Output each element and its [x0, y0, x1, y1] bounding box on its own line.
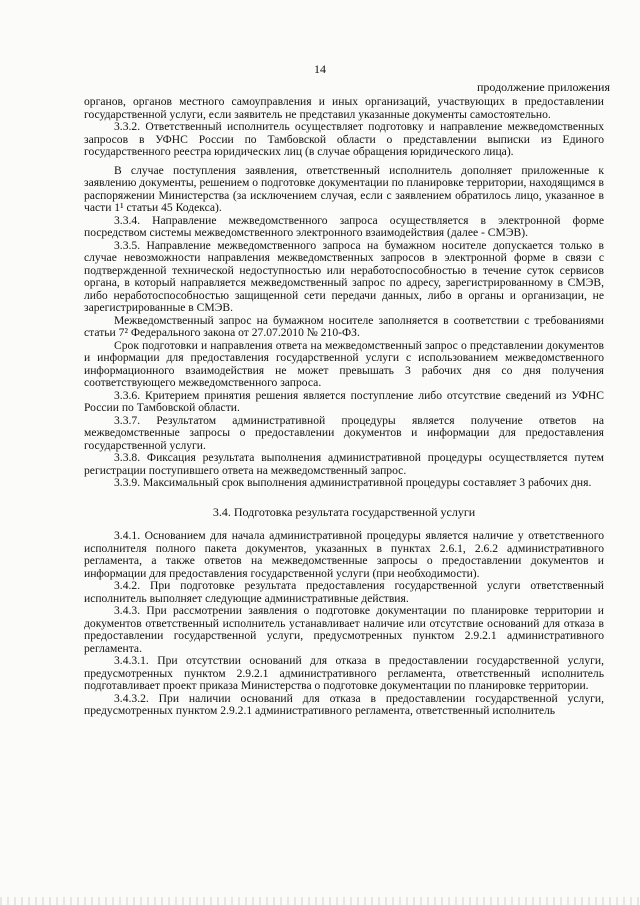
paragraph-application-received: В случае поступления заявления, ответственный исполнитель дополняет приложенные к заявлению документы, решением о подготовке документации по планировке территории, находящимся в распоряжении Министерства (за исключением случая, если с заявлением обратилось лицо, указанное в части 1¹ статьи 45 Кодекса). — [84, 163, 604, 214]
paragraph-paper-request: Межведомственный запрос на бумажном носителе заполняется в соответствии с требованиями статьи 7² Федерального закона от 27.07.2010 № 210-ФЗ. — [84, 313, 604, 339]
continuation-label: продолжение приложения — [477, 80, 610, 94]
paragraph-3-3-7: 3.3.7. Результатом административной процедуры является получение ответов на межведомственные запросы о предоставлении документов и информации для предоставления государственной услуги. — [84, 413, 604, 452]
paragraph-3-4-3-1: 3.4.3.1. При отсутствии оснований для отказа в предоставлении государственной услуги, предусмотренных пунктом 2.9.2.1 административного регламента, ответственный исполнитель подготавливает проект приказа Министерства о подготовке документации по планировке территории. — [84, 654, 604, 692]
paragraph-continued: органов, органов местного самоуправления и иных организаций, участвующих в предоставлении государственной услуги, если заявитель не представил указанные документы самостоятельно. — [84, 95, 604, 121]
paragraph-3-4-3-2: 3.4.3.2. При наличии оснований для отказа в предоставлении государственной услуги, предусмотренных пунктом 2.9.2.1 административного регламента, ответственный исполнитель — [84, 691, 604, 717]
paragraph-3-4-3: 3.4.3. При рассмотрении заявления о подготовке документации по планировке территории и документов ответственный исполнитель устанавливает наличие или отсутствие оснований для отказа в предоставлении государственной услуги, предусмотренных пунктом 2.9.2.1 административного регламента. — [84, 604, 604, 655]
paragraph-3-4-1: 3.4.1. Основанием для начала административной процедуры является наличие у ответственного исполнителя полного пакета документов, указанных в пунктах 2.6.1, 2.6.2 административного регламента, а также ответов на межведомственные запросы о предоставлении документов и информации для предоставления государственной услуги (при необходимости). — [84, 529, 604, 580]
paragraph-response-deadline: Срок подготовки и направления ответа на межведомственный запрос о представлении документов и информации для предоставления государственной услуги с использованием межведомственного информационного взаимодействия не может превышать 3 рабочих дня со дня получения соответствующего межведомственного запроса. — [84, 338, 604, 389]
page-number: 14 — [314, 62, 326, 76]
paragraph-3-3-8: 3.3.8. Фиксация результата выполнения административной процедуры осуществляется путем регистрации поступившего ответа на межведомственный запрос. — [84, 451, 604, 477]
paragraph-3-3-6: 3.3.6. Критерием принятия решения является поступление либо отсутствие сведений из УФНС России по Тамбовской области. — [84, 388, 604, 414]
paragraph-3-3-4: 3.3.4. Направление межведомственного запроса осуществляется в электронной форме посредством системы межведомственного электронного взаимодействия (далее - СМЭВ). — [84, 213, 604, 239]
scan-edge — [0, 897, 640, 905]
paragraph-3-3-5: 3.3.5. Направление межведомственного запроса на бумажном носителе допускается только в случае невозможности направления межведомственных запросов в электронной форме в связи с подтвержденной технической недоступностью или неработоспособностью в течение суток сервисов органа, в который направляется межведомственный запрос по адресу, зарегистрированному в СМЭВ, либо неработоспособностью защищенной сети передачи данных, либо в органы и организации, не зарегистрированные в СМЭВ. — [84, 238, 604, 314]
paragraph-3-3-2: 3.3.2. Ответственный исполнитель осуществляет подготовку и направление межведомственных запросов в УФНС России по Тамбовской области о представлении выписки из Единого государственного реестра юридических лиц (в случае обращения юридического лица). — [84, 120, 604, 158]
document-body — [84, 96, 604, 718]
paragraph-3-3-9: 3.3.9. Максимальный срок выполнения административной процедуры составляет 3 рабочих дня. — [114, 476, 592, 489]
paragraph-3-4-2: 3.4.2. При подготовке результата предоставления государственной услуги ответственный исполнитель выполняет следующие административные действия. — [84, 579, 604, 605]
section-heading: 3.4. Подготовка результата государственной услуги — [212, 504, 476, 519]
